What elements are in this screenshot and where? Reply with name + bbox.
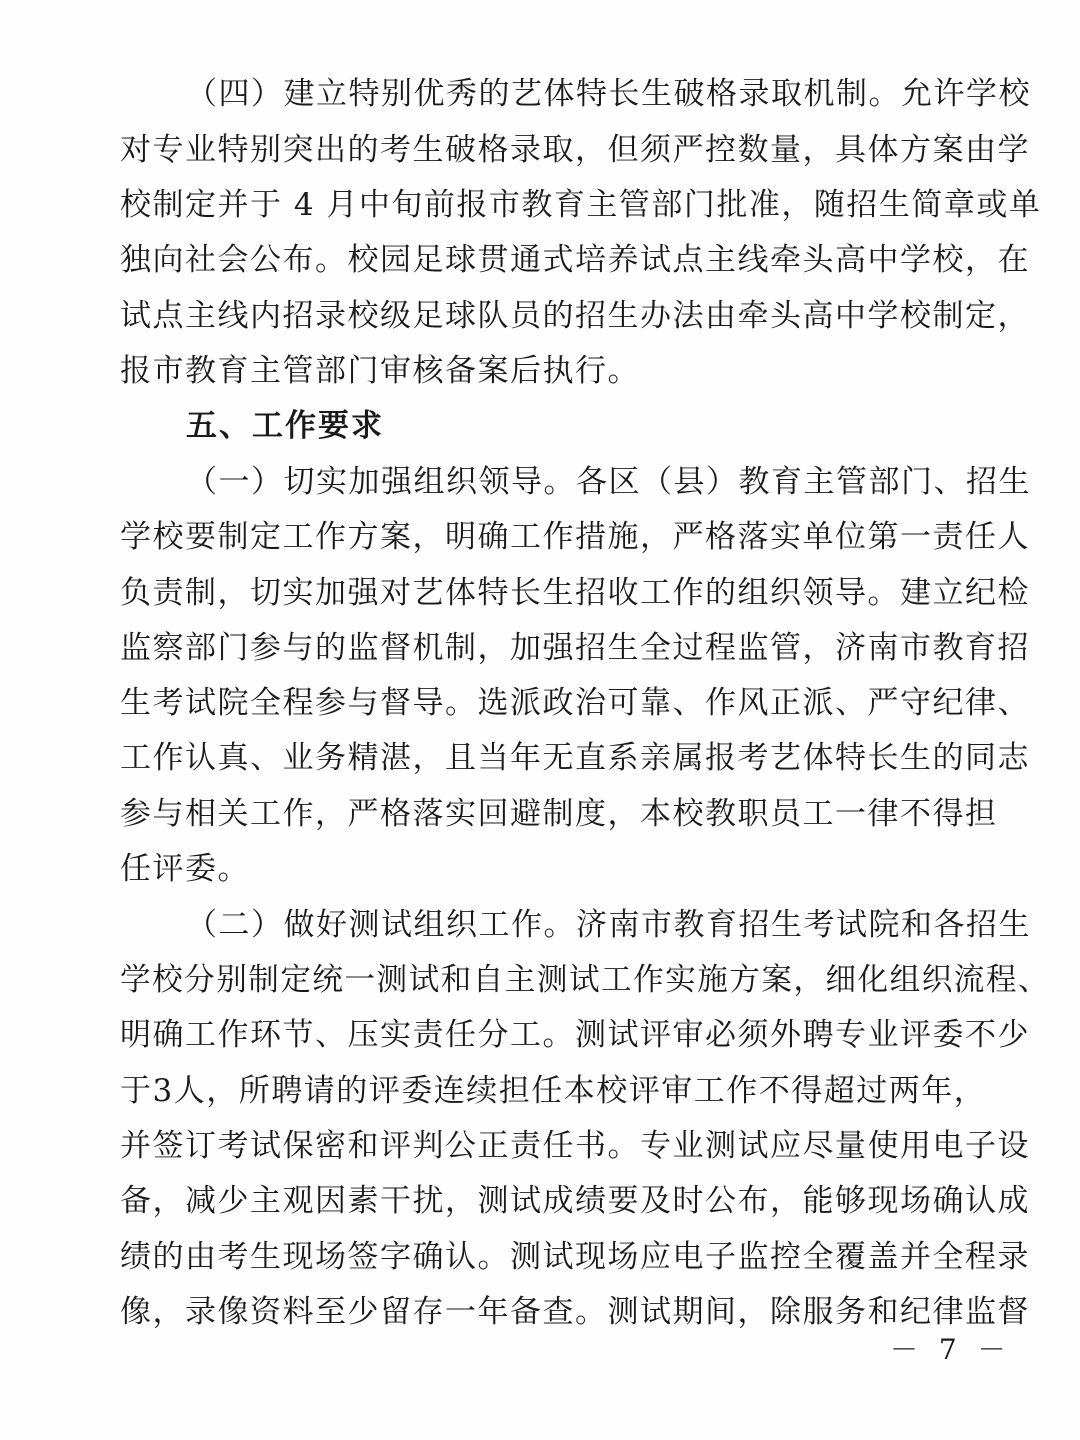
- paragraph-2-line-7: 绩的由考生现场签字确认。测试现场应电子监控全覆盖并全程录: [120, 1239, 1030, 1275]
- paragraph-1-line-3: 负责制，切实加强对艺体特长生招收工作的组织领导。建立纪检: [120, 575, 1030, 611]
- paragraph-1-line-4: 监察部门参与的监督机制，加强招生全过程监管，济南市教育招: [120, 630, 1030, 666]
- paragraph-1-line-6: 工作认真、业务精湛，且当年无直系亲属报考艺体特长生的同志: [120, 740, 1030, 776]
- page-number: － 7 －: [890, 1333, 1012, 1366]
- paragraph-2-line-3: 明确工作环节、压实责任分工。测试评审必须外聘专业评委不少: [120, 1017, 1030, 1053]
- paragraph-2-line-4: 于3人，所聘请的评委连续担任本校评审工作不得超过两年，: [120, 1073, 987, 1109]
- paragraph-1-line-5: 生考试院全程参与督导。选派政治可靠、作风正派、严守纪律、: [120, 685, 1030, 721]
- paragraph-4-line-1: （四）建立特别优秀的艺体特长生破格录取机制。允许学校: [186, 76, 1031, 112]
- paragraph-1-line-2: 学校要制定工作方案，明确工作措施，严格落实单位第一责任人: [120, 519, 1030, 555]
- paragraph-2-line-6: 备，减少主观因素干扰，测试成绩要及时公布，能够现场确认成: [120, 1183, 1030, 1219]
- paragraph-1-line-8: 任评委。: [120, 851, 250, 887]
- paragraph-4-line-6: 报市教育主管部门审核备案后执行。: [120, 353, 640, 389]
- paragraph-4-line-3: 校制定并于 4 月中旬前报市教育主管部门批准，随招生简章或单: [120, 187, 1042, 223]
- section-heading: 五、工作要求: [186, 408, 384, 444]
- paragraph-4-line-2: 对专业特别突出的考生破格录取，但须严控数量，具体方案由学: [120, 132, 1030, 168]
- paragraph-4-line-4: 独向社会公布。校园足球贯通式培养试点主线牵头高中学校，在: [120, 242, 1030, 278]
- paragraph-4-line-5: 试点主线内招录校级足球队员的招生办法由牵头高中学校制定，: [120, 298, 1030, 334]
- paragraph-2-line-1: （二）做好测试组织工作。济南市教育招生考试院和各招生: [186, 907, 1031, 943]
- paragraph-1-line-1: （一）切实加强组织领导。各区（县）教育主管部门、招生: [186, 464, 1031, 500]
- paragraph-2-line-5: 并签订考试保密和评判公正责任书。专业测试应尽量使用电子设: [120, 1128, 1030, 1164]
- paragraph-2-line-8: 像，录像资料至少留存一年备查。测试期间，除服务和纪律监督: [120, 1294, 1030, 1330]
- paragraph-1-line-7: 参与相关工作，严格落实回避制度，本校教职员工一律不得担: [120, 796, 998, 832]
- paragraph-2-line-2: 学校分别制定统一测试和自主测试工作实施方案，细化组织流程、: [120, 962, 1050, 998]
